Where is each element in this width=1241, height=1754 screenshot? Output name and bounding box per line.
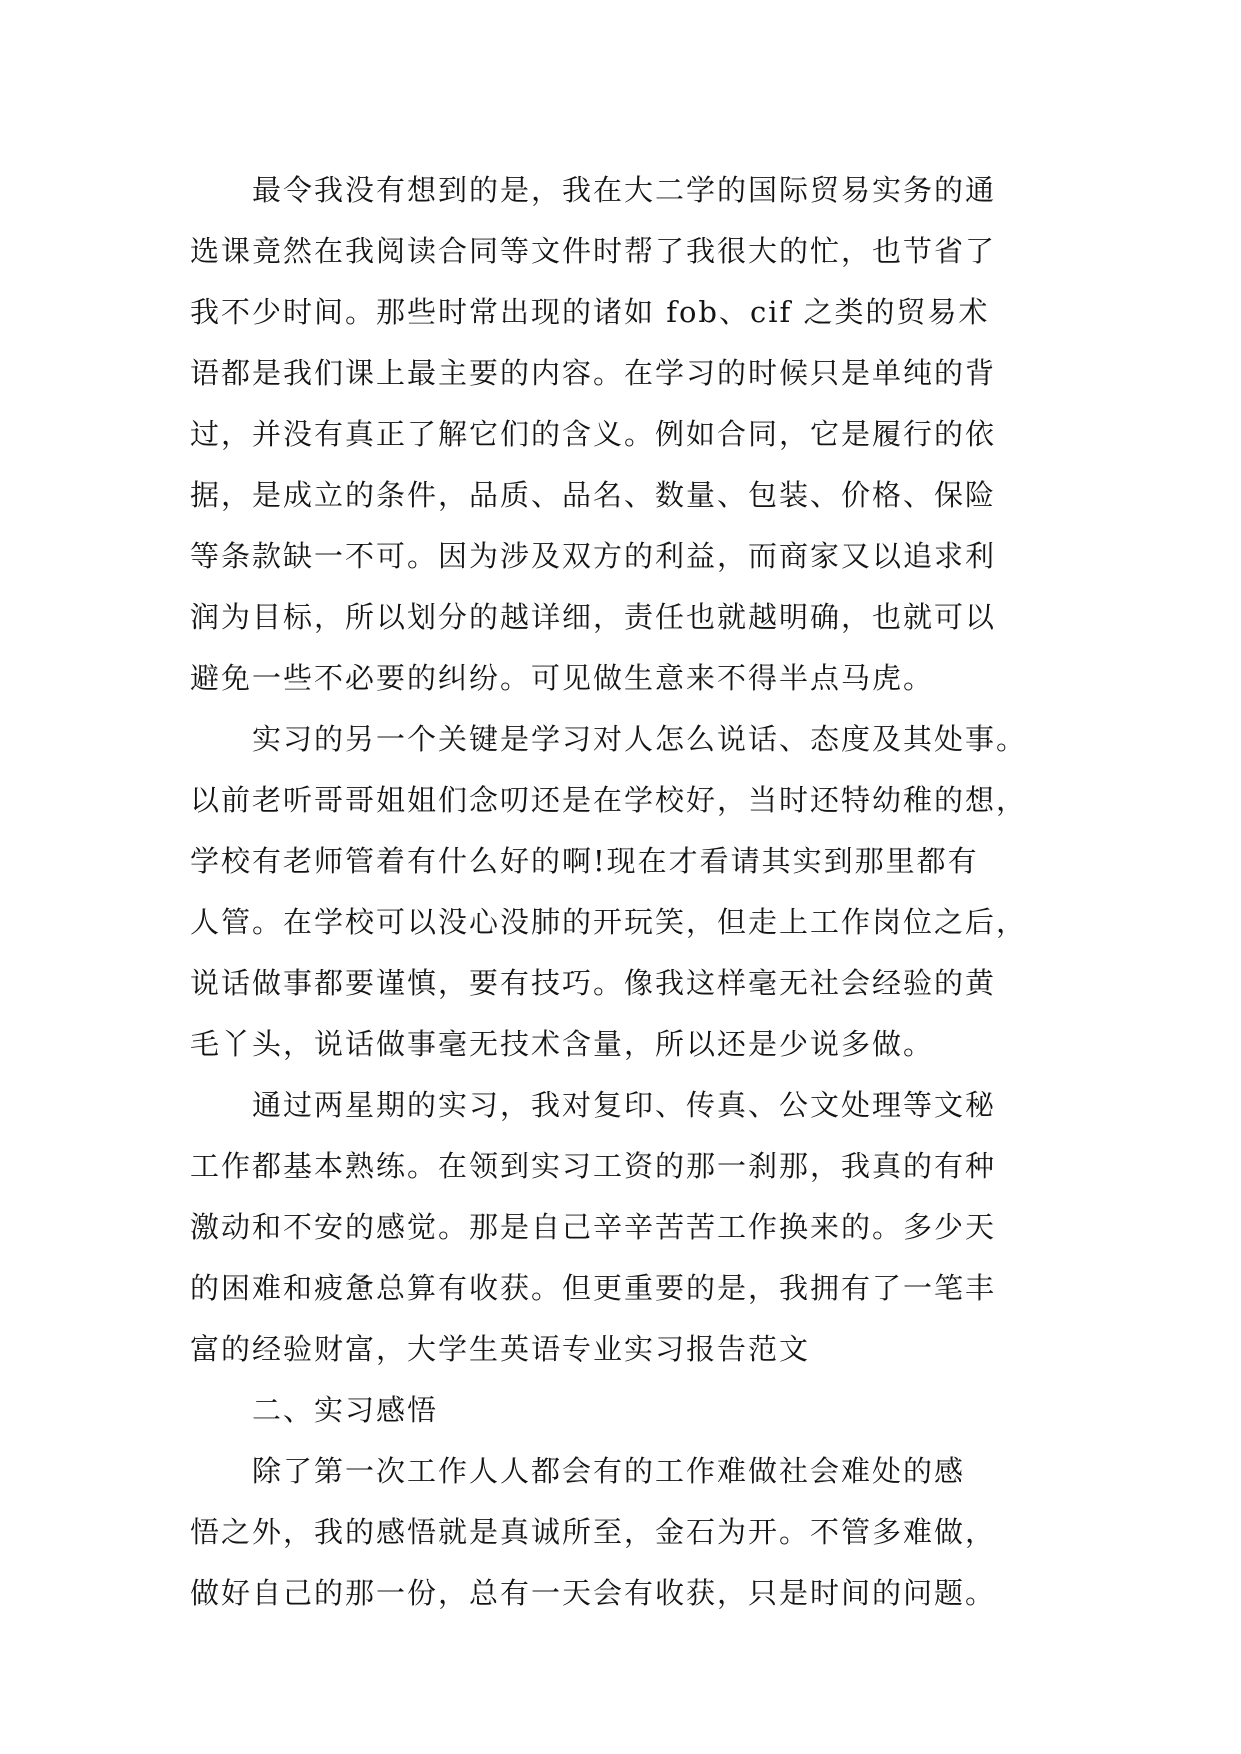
text-line: 语都是我们课上最主要的内容。在学习的时候只是单纯的背 (190, 356, 997, 390)
text-line: 的困难和疲惫总算有收获。但更重要的是，我拥有了一笔丰 (190, 1271, 997, 1305)
text-line: 悟之外，我的感悟就是真诚所至，金石为开。不管多难做， (190, 1515, 997, 1549)
text-line: 学校有老师管着有什么好的啊!现在才看请其实到那里都有 (190, 844, 979, 878)
text-line: 做好自己的那一份，总有一天会有收获，只是时间的问题。 (190, 1576, 997, 1610)
document-body (190, 160, 1060, 1624)
text-line: 最令我没有想到的是，我在大二学的国际贸易实务的通 (252, 173, 997, 207)
text-line: 说话做事都要谨慎，要有技巧。像我这样毫无社会经验的黄 (190, 966, 997, 1000)
text-line: 通过两星期的实习，我对复印、传真、公文处理等文秘 (252, 1088, 997, 1122)
text-line: 据，是成立的条件，品质、品名、数量、包装、价格、保险 (190, 478, 997, 512)
text-line: 人管。在学校可以没心没肺的开玩笑，但走上工作岗位之后， (190, 905, 1028, 939)
text-line: 激动和不安的感觉。那是自己辛辛苦苦工作换来的。多少天 (190, 1210, 997, 1244)
text-line: 避免一些不必要的纠纷。可见做生意来不得半点马虎。 (190, 661, 935, 695)
text-line: 毛丫头，说话做事毫无技术含量，所以还是少说多做。 (190, 1027, 935, 1061)
text-line: 实习的另一个关键是学习对人怎么说话、态度及其处事。 (252, 722, 1028, 756)
text-line: 等条款缺一不可。因为涉及双方的利益，而商家又以追求利 (190, 539, 997, 573)
section-heading: 二、实习感悟 (252, 1393, 439, 1427)
text-line: 选课竟然在我阅读合同等文件时帮了我很大的忙，也节省了 (190, 234, 997, 268)
text-line: 润为目标，所以划分的越详细，责任也就越明确，也就可以 (190, 600, 997, 634)
text-line: 过，并没有真正了解它们的含义。例如合同，它是履行的依 (190, 417, 997, 451)
text-line: 以前老听哥哥姐姐们念叨还是在学校好，当时还特幼稚的想， (190, 783, 1028, 817)
text-line: 除了第一次工作人人都会有的工作难做社会难处的感 (252, 1454, 966, 1488)
text-line: 富的经验财富，大学生英语专业实习报告范文 (190, 1332, 811, 1366)
text-line: 工作都基本熟练。在领到实习工资的那一刹那，我真的有种 (190, 1149, 997, 1183)
text-line: 我不少时间。那些时常出现的诸如 fob、cif 之类的贸易术 (190, 295, 990, 329)
